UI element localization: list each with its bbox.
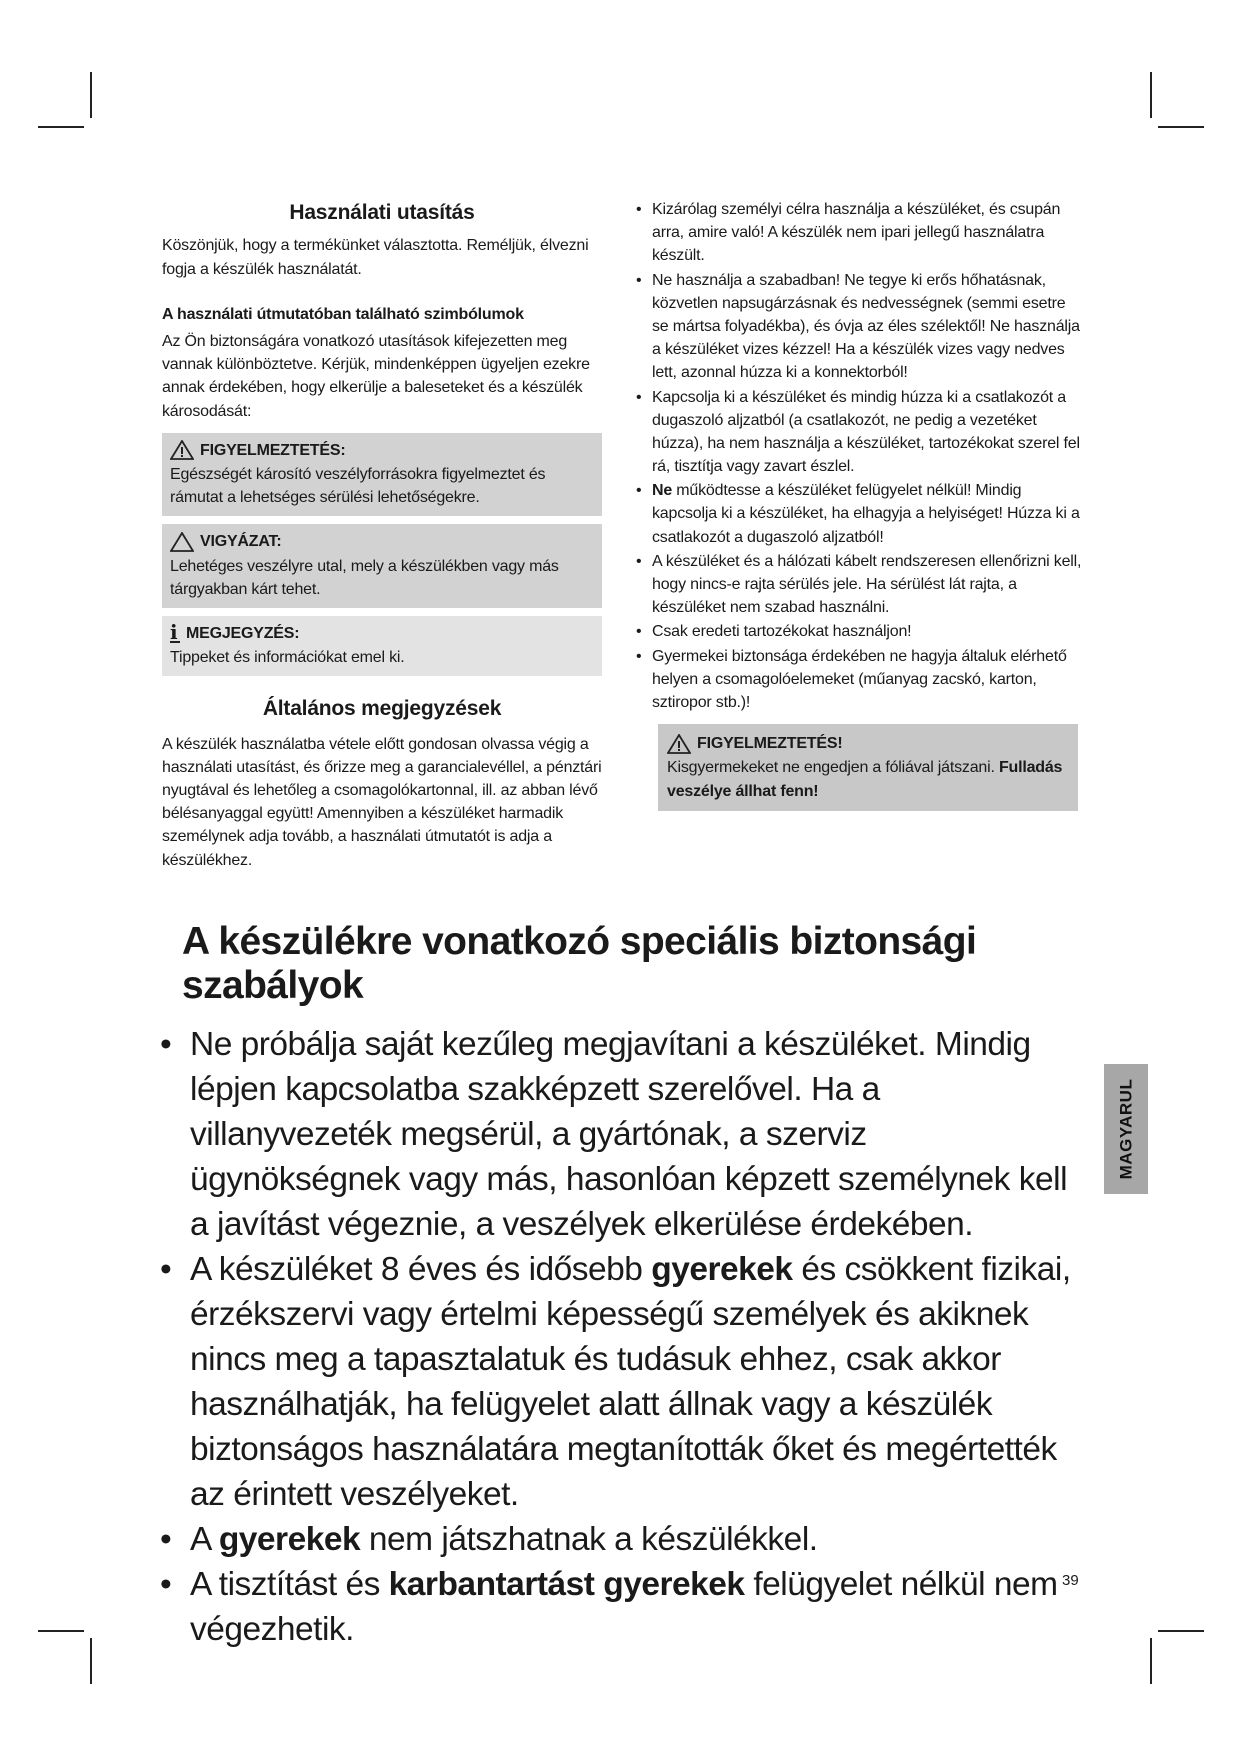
- list-item: • Kizárólag személyi célra használja a készüléket, és csupán arra, amire való! A készülék nem ipari jellegű használatra készült.: [636, 198, 1082, 268]
- text-part: A tisztítást és: [190, 1566, 389, 1603]
- text-part: A: [190, 1521, 219, 1558]
- left-column: [162, 198, 602, 872]
- note-box-title: [170, 622, 594, 645]
- general-notes-text: A készülék használatba vétele előtt gondosan olvassa végig a használati utasítást, és őrizze meg a garancialevéllel, a pénztári nyugtával és lehetőleg a csomagolókartonnal, ill. az abban lévő bélésanyaggal együtt! Amennyiben a készüléket harmadik személynek adja tovább, a használati útmutatót is adja a készülékhez.: [162, 735, 602, 869]
- crop-mark: [90, 1638, 92, 1684]
- packaging-warning-box: [658, 724, 1078, 811]
- list-item: • Csak eredeti tartozékokat használjon!: [636, 620, 1082, 643]
- warning-triangle-icon: [170, 440, 194, 460]
- special-safety-section: [160, 920, 1080, 1652]
- warning-label: FIGYELMEZTETÉS:: [200, 441, 346, 459]
- bold-part: gyerekek: [603, 1566, 745, 1603]
- packaging-warning-text: [667, 756, 1069, 802]
- list-item: [160, 1247, 1080, 1517]
- symbols-text: Az Ön biztonságára vonatkozó utasítások kifejezetten meg vannak különböztetve. Kérjük, mindenképpen ügyeljen ezekre annak érdekében, hogy elkerülje a baleseteket és a készülék károsodását:: [162, 333, 590, 420]
- warning-box: [162, 433, 602, 517]
- text-part: nem játszhatnak a készülékkel.: [360, 1521, 818, 1558]
- bold-ne: Ne: [652, 482, 673, 500]
- crop-mark: [38, 1630, 84, 1632]
- caution-triangle-icon: [170, 532, 194, 552]
- note-text: Tippeket és információkat emel ki.: [170, 649, 405, 667]
- crop-mark: [1158, 126, 1204, 128]
- page-number: 39: [1062, 1572, 1079, 1589]
- bold-part: gyerekek: [218, 1521, 361, 1558]
- symbols-heading: A használati útmutatóban található szimbólumok: [162, 305, 524, 323]
- manual-title: Használati utasítás: [289, 201, 475, 224]
- right-column: [636, 198, 1082, 811]
- caution-label: VIGYÁZAT:: [200, 533, 282, 551]
- general-notes-title: Általános megjegyzések: [262, 697, 502, 721]
- list-item: • Ne használja a szabadban! Ne tegye ki erős hőhatásnak, közvetlen napsugárzásnak és nedvességnek (semmi esetre se mártsa folyadékba), és óvja az éles szélektől! Ne használja a készüléket vizes kézzel! Ha a készülék vizes vagy nedves lett, azonnal húzza ki a konnektorból!: [636, 269, 1082, 385]
- crop-mark: [1150, 72, 1152, 118]
- language-label: MAGYARUL: [1116, 1078, 1135, 1180]
- info-icon: i: [170, 623, 180, 643]
- warning-plain: Kisgyermekeket ne engedjen a fóliával játszani.: [667, 759, 999, 777]
- list-item: [160, 1517, 1080, 1562]
- crop-mark: [38, 126, 84, 128]
- crop-mark: [1158, 1630, 1204, 1632]
- special-safety-list: [160, 1022, 1080, 1652]
- warning-triangle-icon: [667, 734, 691, 754]
- crop-mark: [1150, 1638, 1152, 1684]
- list-item: • Kapcsolja ki a készüléket és mindig húzza ki a csatlakozót a dugaszoló aljzatból (a csatlakozót, ne pedig a vezetéket húzza), ha nem használja a készüléket, tartozékokat szerel fel rá, tisztítja vagy zavart észlel.: [636, 386, 1082, 479]
- warning-bold: Fulladás veszélye állhat fenn!: [667, 759, 1063, 800]
- list-item: • Ne próbálja saját kezűleg megjavítani a készüléket. Mindig lépjen kapcsolatba szakképzett szerelővel. Ha a villanyvezeték megsérül, a gyártónak, a szerviz ügynökségnek vagy más, hasonlóan képzett személynek kell a javítást végeznie, a veszélyek elkerülése érdekében.: [160, 1022, 1080, 1247]
- caution-text: Lehetéges veszélyre utal, mely a készülékben vagy más tárgyakban kárt tehet.: [170, 557, 559, 598]
- note-label: MEGJEGYZÉS:: [186, 624, 300, 642]
- packaging-warning-label: FIGYELMEZTETÉS!: [697, 735, 843, 753]
- bold-part: gyerekek: [651, 1251, 793, 1288]
- list-item: • A készüléket és a hálózati kábelt rendszeresen ellenőrizni kell, hogy nincs-e rajta sérülés jele. Ha sérülést lát rajta, a készüléket nem szabad használni.: [636, 550, 1082, 620]
- bold-part: karbantartást: [388, 1566, 595, 1603]
- list-item-rest: működtesse a készüléket felügyelet nélkül! Mindig kapcsolja ki a készüléket, ha elhagyja a helyiséget! Húzza ki a csatlakozót a dugaszoló aljzatból!: [652, 482, 1080, 546]
- caution-box: [162, 524, 602, 608]
- caution-box-title: [170, 530, 594, 553]
- language-tab: [1104, 1064, 1148, 1194]
- safety-list: [636, 198, 1082, 714]
- note-box: [162, 616, 602, 676]
- intro-text: Köszönjük, hogy a termékünket választotta. Reméljük, élvezni fogja a készülék használatát.: [162, 237, 589, 278]
- list-item: [160, 1562, 1080, 1652]
- crop-mark: [90, 72, 92, 118]
- text-part: [594, 1566, 603, 1603]
- text-part: és csökkent fizikai, érzékszervi vagy értelmi képességű személyek és akiknek nincs meg a tapasztalatuk és tudásuk ehhez, csak akkor használhatják, ha felügyelet alatt állnak vagy a készülék biztonságos használatára megtanították őket és megértették az érintett veszélyeket.: [190, 1251, 1071, 1513]
- list-item: • Gyermekei biztonsága érdekében ne hagyja általuk elérhető helyen a csomagolóelemeket (műanyag zacskó, karton, sztiropor stb.)!: [636, 645, 1082, 715]
- list-item: [636, 479, 1082, 549]
- warning-text: Egészségét károsító veszélyforrásokra figyelmeztet és rámutat a lehetséges sérülési lehetőségekre.: [170, 465, 546, 507]
- special-safety-title: A készülékre vonatkozó speciális biztonsági szabályok: [182, 920, 977, 1007]
- packaging-warning-title: [667, 732, 1069, 755]
- text-part: felügyelet nélkül nem végezhetik.: [190, 1566, 1058, 1648]
- warning-box-title: [170, 439, 594, 462]
- text-part: A készüléket 8 éves és idősebb: [190, 1251, 652, 1288]
